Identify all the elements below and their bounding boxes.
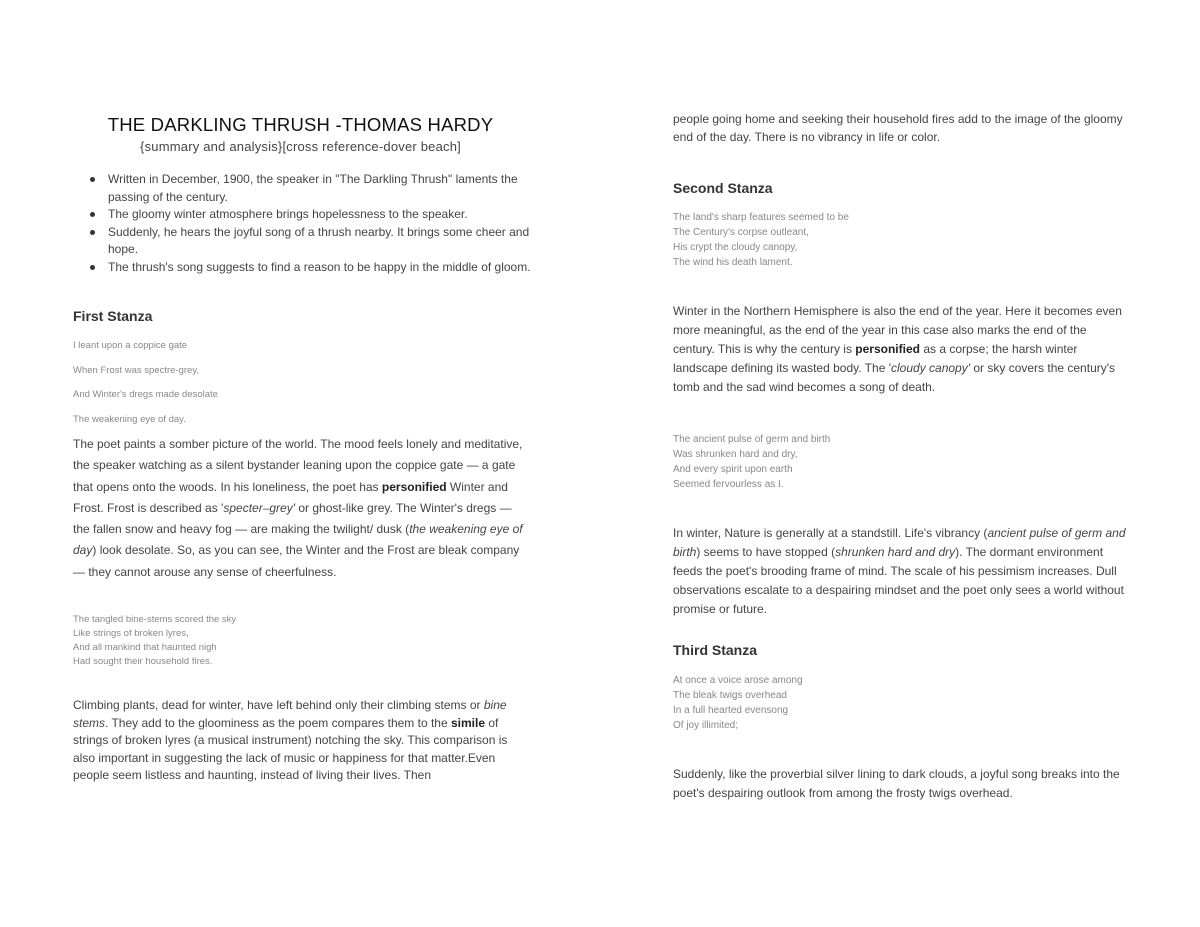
text-run: Climbing plants, dead for winter, have left behind only their climbing stems or	[73, 698, 484, 712]
text-run: of strings of broken lyres (a musical instrument) notching the sky. This comparison is also important in suggesting the lack of music or happiness for that matter.Even people seem listless and haunting, instead of living their lives. Then	[73, 715, 508, 783]
term-personified: personified	[855, 342, 920, 356]
second-stanza-analysis-2	[673, 524, 1131, 619]
quote-ancient-pulse: ancient pulse of germ and birth	[673, 526, 1126, 559]
second-stanza-quote-2	[673, 434, 830, 494]
poem-line: The ancient pulse of germ and birth	[673, 434, 831, 445]
poem-line: The Century's corpse outleant,	[673, 227, 809, 238]
poem-line: The wind his death lament.	[673, 257, 793, 268]
text-run: . They add to the gloominess as the poem compares them to the	[105, 715, 451, 730]
summary-bullet-list	[73, 171, 533, 276]
second-stanza-analysis	[673, 302, 1131, 397]
quote-specter-grey: specter–grey'	[223, 500, 296, 515]
poem-line: And every spirit upon earth	[673, 464, 793, 475]
text-run: ) seems to have stopped (	[696, 545, 836, 559]
quote-weakening-eye: the weakening eye of day	[73, 522, 523, 558]
poem-line: His crypt the cloudy canopy,	[673, 242, 798, 253]
poem-line: I leant upon a coppice gate	[73, 340, 188, 351]
text-run: ) look desolate. So, as you can see, the Winter and the Frost are bleak company — they cannot arouse any sense of cheerfulness.	[73, 543, 520, 579]
text-run: The poet paints a somber picture of the world. The mood feels lonely and meditative, the speaker watching as a silent bystander leaning upon the coppice gate — a gate that opens onto the woods. In his loneliness, the poet has	[73, 437, 523, 494]
poem-line: The land's sharp features seemed to be	[673, 212, 849, 223]
poem-line: And all mankind that haunted nigh	[73, 642, 217, 653]
poem-line: Like strings of broken lyres,	[73, 628, 189, 639]
quote-shrunken-hard: shrunken hard and dry	[835, 545, 956, 559]
poem-line: When Frost was spectre-grey,	[73, 364, 200, 376]
poem-line: Was shrunken hard and dry,	[673, 449, 798, 460]
term-personified: personified	[381, 479, 447, 494]
poem-line: Had sought their household fires.	[73, 656, 213, 667]
poem-line: The weakening eye of day.	[73, 413, 186, 425]
poem-line: In a full hearted evensong	[673, 705, 789, 716]
first-stanza-heading: First Stanza	[73, 308, 153, 324]
third-stanza-heading: Third Stanza	[673, 642, 758, 658]
poem-line: The bleak twigs overhead	[673, 690, 787, 701]
term-simile: simile	[451, 715, 486, 730]
poem-line: Seemed fervourless as I.	[673, 479, 784, 490]
first-stanza-analysis-2	[73, 697, 525, 785]
summary-bullet: The thrush's song suggests to find a reason to be happy in the middle of gloom.	[73, 259, 533, 277]
first-stanza-quote	[73, 340, 218, 438]
quote-cloudy-canopy: cloudy canopy'	[891, 361, 971, 375]
continued-paragraph: people going home and seeking their household fires add to the image of the gloomy end of the day. There is no vibrancy in life or color.	[673, 112, 1123, 144]
text-run: Winter in the Northern Hemisphere is also the end of the year. Here it becomes even more meaningful, as the end of the year in this case also marks the end of the century. This is why the century is	[673, 304, 1122, 356]
poem-line: Of joy illimited;	[673, 720, 739, 731]
summary-bullet: Written in December, 1900, the speaker in "The Darkling Thrush" laments the passing of the century.	[73, 171, 533, 206]
second-stanza-heading: Second Stanza	[673, 180, 773, 196]
text-run: or ghost-like grey. The Winter's dregs — the fallen snow and heavy fog — are making the twilight/ dusk (	[73, 500, 512, 537]
first-stanza-quote-2	[73, 614, 236, 670]
summary-bullet: The gloomy winter atmosphere brings hopelessness to the speaker.	[73, 206, 533, 224]
text-run: Winter and Frost. Frost is described as '	[73, 479, 508, 515]
text-run: In winter, Nature is generally at a standstill. Life's vibrancy (	[673, 526, 988, 540]
document-subtitle: {summary and analysis}[cross reference-dover beach]	[140, 139, 461, 154]
term-bine-stems: bine stems	[73, 698, 507, 730]
text-run: ). The dormant environment feeds the poet's brooding frame of mind. The scale of his pessimism increases. Dull observations escalate to a despairing mindset and the poet only sees a world without promise or future.	[673, 545, 1124, 616]
text-run: or sky covers the century's tomb and the sad wind becomes a song of death.	[673, 361, 1116, 394]
summary-bullet: Suddenly, he hears the joyful song of a thrush nearby. It brings some cheer and hope.	[73, 224, 533, 259]
third-stanza-quote	[673, 675, 803, 735]
poem-line: And Winter's dregs made desolate	[73, 389, 218, 400]
first-stanza-analysis	[73, 434, 525, 583]
poem-line: The tangled bine-stems scored the sky	[73, 614, 237, 625]
document-title: THE DARKLING THRUSH -THOMAS HARDY	[107, 114, 494, 135]
poem-line: At once a voice arose among	[673, 675, 803, 686]
second-stanza-quote	[673, 212, 849, 272]
text-run: as a corpse; the harsh winter landscape defining its wasted body. The '	[673, 342, 1078, 375]
third-stanza-analysis: Suddenly, like the proverbial silver lining to dark clouds, a joyful song breaks into the poet's despairing outlook from among the frosty twigs overhead.	[673, 767, 1120, 800]
